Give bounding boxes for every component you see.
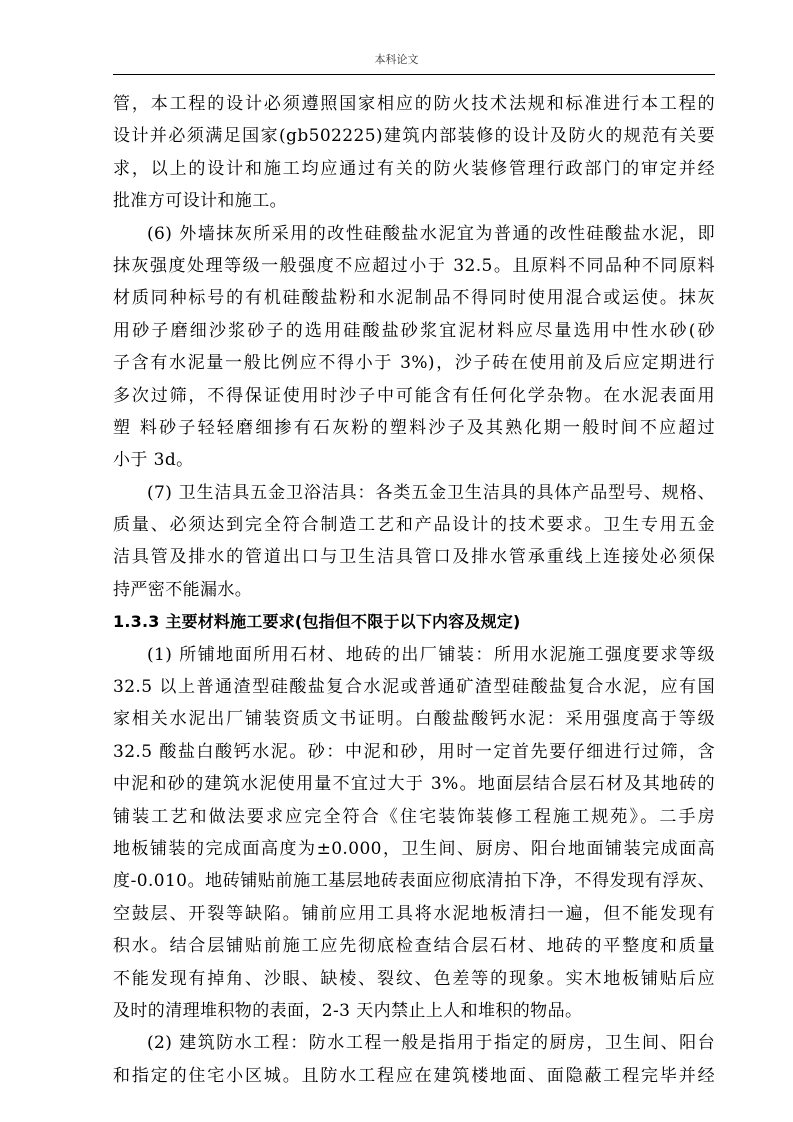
paragraph-item-2-start: (2) 建筑防水工程：防水工程一般是指用于指定的厨房，卫生间、阳台 bbox=[147, 1033, 715, 1054]
text-line: 积水。结合层铺贴前施工应先彻底检查结合层石材、地砖的平整度和质量 bbox=[113, 936, 715, 957]
header-rule bbox=[113, 74, 715, 75]
text-line: 中泥和砂的建筑水泥使用量不宜过大于 3%。地面层结合层石材及其地砖的 bbox=[113, 774, 715, 795]
text-line: 空鼓层、开裂等缺陷。铺前应用工具将水泥地板清扫一遍，但不能发现有 bbox=[113, 903, 715, 924]
text-line: 持严密不能漏水。 bbox=[113, 579, 253, 600]
text-line: 小于 3d。 bbox=[113, 450, 194, 471]
text-line: 材质同种标号的有机硅酸盐粉和水泥制品不得同时使用混合或运使。抹灰 bbox=[113, 288, 715, 309]
text-line: 家相关水泥出厂铺装资质文书证明。白酸盐酸钙水泥：采用强度高于等级 bbox=[113, 709, 715, 730]
paragraph-item-6-start: (6) 外墙抹灰所采用的改性硅酸盐水泥宜为普通的改性硅酸盐水泥，即 bbox=[147, 223, 715, 244]
text-line: 地板铺装的完成面高度为±0.000，卫生间、厨房、阳台地面铺装完成面高 bbox=[113, 838, 715, 859]
text-line: 用砂子磨细沙浆砂子的选用硅酸盐砂浆宜泥材料应尽量选用中性水砂(砂 bbox=[113, 320, 715, 341]
body-text bbox=[113, 88, 715, 1092]
text-line: 子含有水泥量一般比例应不得小于 3%)，沙子砖在使用前及后应定期进行 bbox=[113, 353, 715, 374]
text-line: 抹灰强度处理等级一般强度不应超过小于 32.5。且原料不同品种不同原料 bbox=[113, 255, 715, 276]
text-line: 批准方可设计和施工。 bbox=[113, 191, 287, 212]
text-line: 求，以上的设计和施工均应通过有关的防火装修管理行政部门的审定并经 bbox=[113, 158, 715, 179]
text-line: 管，本工程的设计必须遵照国家相应的防火技术法规和标准进行本工程的 bbox=[113, 94, 715, 114]
text-line: 铺装工艺和做法要求应完全符合《住宅装饰装修工程施工规苑》。二手房 bbox=[113, 806, 715, 827]
text-line: 和指定的住宅小区城。且防水工程应在建筑楼地面、面隐蔽工程完毕并经 bbox=[113, 1065, 715, 1086]
text-line: 质量、必须达到完全符合制造工艺和产品设计的技术要求。卫生专用五金 bbox=[113, 515, 715, 536]
text-line: 设计并必须满足国家(gb502225)建筑内部装修的设计及防火的规范有关要 bbox=[113, 126, 715, 147]
text-line: 32.5 酸盐白酸钙水泥。砂：中泥和砂，用时一定首先要仔细进行过筛，含 bbox=[113, 741, 715, 762]
text-line: 多次过筛，不得保证使用时沙子中可能含有任何化学杂物。在水泥表面用 bbox=[113, 385, 715, 406]
text-line: 度-0.010。地砖铺贴前施工基层地砖表面应彻底清拍下净，不得发现有浮灰、 bbox=[113, 871, 715, 892]
running-header: 本科论文 bbox=[374, 53, 419, 66]
text-line: 塑 料砂子轻轻磨细掺有石灰粉的塑料沙子及其熟化期一般时间不应超过 bbox=[113, 417, 715, 438]
text-line: 洁具管及排水的管道出口与卫生洁具管口及排水管承重线上连接处必须保 bbox=[113, 547, 715, 568]
text-line: 不能发现有掉角、沙眼、缺棱、裂纹、色差等的现象。实木地板铺贴后应 bbox=[113, 968, 715, 989]
text-line: 及时的清理堆积物的表面，2-3 天内禁止上人和堆积的物品。 bbox=[113, 1000, 583, 1021]
text-line: 32.5 以上普通渣型硅酸盐复合水泥或普通矿渣型硅酸盐复合水泥，应有国 bbox=[113, 677, 715, 698]
paragraph-item-1-start: (1) 所铺地面所用石材、地砖的出厂铺装：所用水泥施工强度要求等级 bbox=[147, 644, 715, 665]
paragraph-item-7-start: (7) 卫生洁具五金卫浴洁具：各类五金卫生洁具的具体产品型号、规格、 bbox=[147, 482, 715, 503]
section-heading: 1.3.3 主要材料施工要求(包指但不限于以下内容及规定) bbox=[113, 612, 521, 632]
